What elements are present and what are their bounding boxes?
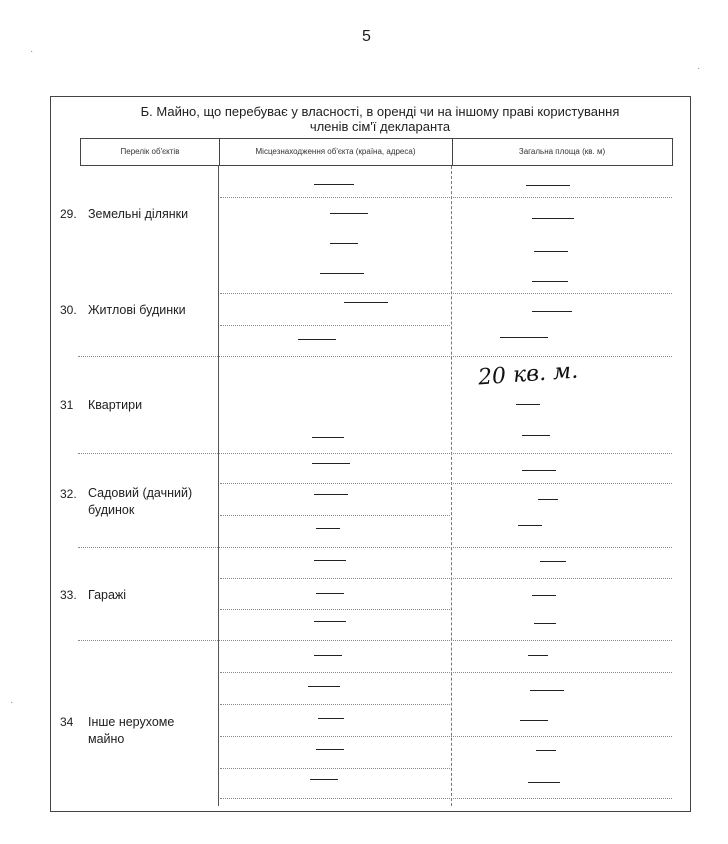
row-label: Гаражі — [88, 588, 127, 602]
empty-dash — [500, 337, 548, 338]
header-location: Місцезнаходження об'єкта (країна, адреса) — [219, 139, 453, 165]
row-number: 31 — [60, 398, 74, 412]
row-number: 32. — [60, 487, 77, 501]
empty-dash — [530, 690, 564, 691]
row-separator — [220, 704, 450, 705]
empty-dash — [312, 463, 350, 464]
row-separator — [220, 768, 450, 769]
empty-dash — [536, 750, 556, 751]
row-label: Інше нерухоме майно — [88, 715, 175, 746]
row-separator — [220, 578, 672, 579]
row-separator — [78, 547, 672, 548]
column-divider-left — [218, 166, 219, 806]
empty-dash — [516, 404, 540, 405]
row-number: 33. — [60, 588, 77, 602]
row-separator — [220, 197, 672, 198]
section-subtitle: членів сім'ї декларанта — [309, 119, 451, 134]
row-separator — [220, 798, 672, 799]
page-number: 5 — [362, 28, 371, 45]
row-number: 29. — [60, 207, 77, 221]
empty-dash — [314, 560, 346, 561]
section-title: Б. Майно, що перебуває у власності, в оренді чи на іншому праві користування — [140, 104, 620, 119]
row-number: 30. — [60, 303, 77, 317]
row-separator — [78, 640, 672, 641]
empty-dash — [308, 686, 340, 687]
row-separator — [78, 356, 672, 357]
header-objects: Перелік об'єктів — [81, 139, 220, 165]
row-separator — [220, 609, 450, 610]
row-separator — [220, 483, 672, 484]
empty-dash — [316, 528, 340, 529]
row-separator — [220, 325, 450, 326]
empty-dash — [316, 749, 344, 750]
empty-dash — [522, 470, 556, 471]
empty-dash — [532, 218, 574, 219]
row-separator — [78, 453, 672, 454]
empty-dash — [538, 499, 558, 500]
row-label: Садовий (дачний) будинок — [88, 486, 193, 517]
empty-dash — [314, 621, 346, 622]
empty-dash — [518, 525, 542, 526]
empty-dash — [330, 213, 368, 214]
empty-dash — [320, 273, 364, 274]
empty-dash — [520, 720, 548, 721]
empty-dash — [532, 281, 568, 282]
scan-speck: · — [30, 46, 34, 57]
empty-dash — [540, 561, 566, 562]
empty-dash — [312, 437, 344, 438]
empty-dash — [344, 302, 388, 303]
row-label: Житлові будинки — [88, 303, 186, 317]
empty-dash — [318, 718, 344, 719]
column-divider-right — [451, 166, 452, 806]
row-separator — [220, 672, 672, 673]
header-area: Загальна площа (кв. м) — [518, 147, 606, 156]
empty-dash — [528, 655, 548, 656]
empty-dash — [330, 243, 358, 244]
empty-dash — [532, 311, 572, 312]
row-separator — [220, 515, 450, 516]
empty-dash — [314, 494, 348, 495]
empty-dash — [532, 595, 556, 596]
row-label: Земельні ділянки — [88, 207, 189, 221]
empty-dash — [310, 779, 338, 780]
row-separator — [220, 293, 672, 294]
empty-dash — [314, 184, 354, 185]
row-label: Квартири — [88, 398, 143, 412]
empty-dash — [522, 435, 550, 436]
empty-dash — [528, 782, 560, 783]
empty-dash — [298, 339, 336, 340]
table-header — [80, 138, 673, 166]
empty-dash — [534, 251, 568, 252]
scan-speck: · — [697, 63, 701, 74]
empty-dash — [316, 593, 344, 594]
empty-dash — [534, 623, 556, 624]
empty-dash — [314, 655, 342, 656]
empty-dash — [526, 185, 570, 186]
scan-speck: · — [10, 697, 14, 708]
row-number: 34 — [60, 715, 74, 729]
handwritten-area: 20 кв. м. — [477, 358, 579, 391]
row-separator — [220, 736, 672, 737]
